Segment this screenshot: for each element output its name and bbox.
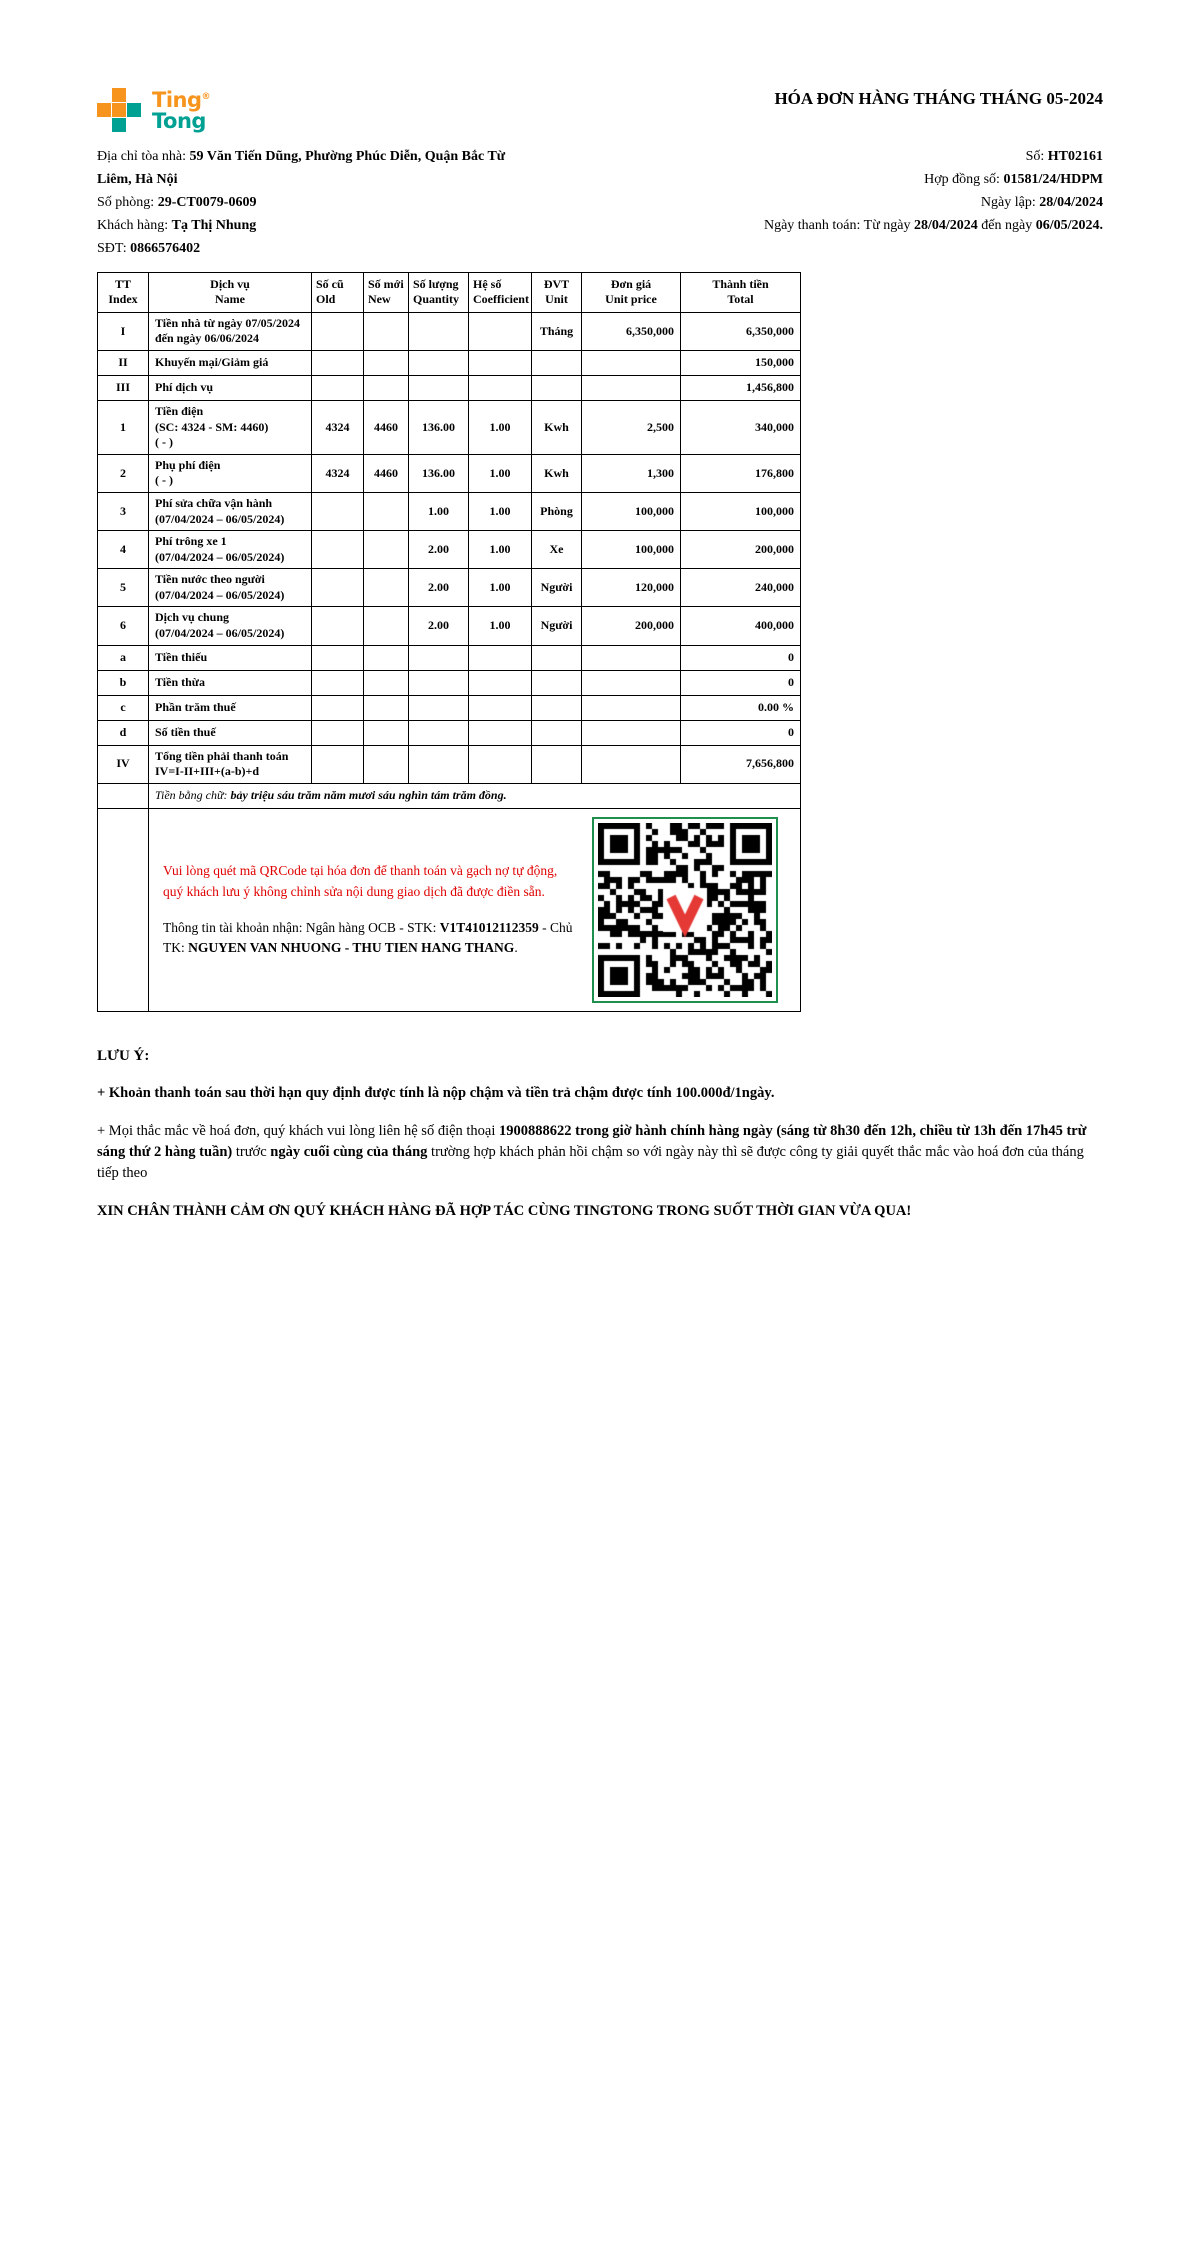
cell-coefficient: 1.00 [469, 492, 532, 530]
cell-total: 0 [681, 645, 801, 670]
column-header: Đơn giá Unit price [582, 272, 681, 312]
cell-name: Tiền thiếu [149, 645, 312, 670]
cell-name: Số tiền thuế [149, 720, 312, 745]
cell-new: 4460 [364, 454, 409, 492]
cell-old [312, 312, 364, 350]
invoice-meta [673, 146, 1103, 261]
logo-square-teal [112, 118, 126, 132]
cell-quantity: 136.00 [409, 400, 469, 454]
thanks-note: XIN CHÂN THÀNH CẢM ƠN QUÝ KHÁCH HÀNG ĐÃ HỢP TÁC CÙNG TINGTONG TRONG SUỐT THỜI GIAN VỪA QUA! [97, 1202, 912, 1219]
cell-unit: Kwh [532, 400, 582, 454]
logo-square-orange [97, 103, 111, 117]
qr-payment-cell [149, 808, 801, 1011]
logo-square-teal [127, 103, 141, 117]
cell-index: 3 [98, 492, 149, 530]
building-info [97, 146, 537, 261]
cell-new [364, 695, 409, 720]
cell-unit-price [582, 695, 681, 720]
cell-index: d [98, 720, 149, 745]
cell-old [312, 375, 364, 400]
logo-square-orange [112, 103, 126, 117]
cell-new [364, 312, 409, 350]
cell-old [312, 720, 364, 745]
cell-new [364, 492, 409, 530]
invoice-number-line: Số: HT02161 [1025, 149, 1103, 164]
invoice-table-header-row [98, 272, 801, 312]
cell-unit-price: 2,500 [582, 400, 681, 454]
cell-new [364, 670, 409, 695]
cell-index: 4 [98, 531, 149, 569]
cell-new [364, 350, 409, 375]
amount-in-words-row [98, 783, 801, 808]
cell-total: 7,656,800 [681, 745, 801, 783]
cell-unit [532, 695, 582, 720]
notes-heading: LƯU Ý: [97, 1047, 150, 1064]
cell-total: 1,456,800 [681, 375, 801, 400]
cell-old: 4324 [312, 454, 364, 492]
column-header: Thành tiền Total [681, 272, 801, 312]
info-section [97, 146, 1103, 261]
cell-quantity [409, 645, 469, 670]
cell-name: Tổng tiền phải thanh toán IV=I-II+III+(a-b)+d [149, 745, 312, 783]
invoice-row [98, 745, 801, 783]
cell-new: 4460 [364, 400, 409, 454]
phone-line: SĐT: 0866576402 [97, 240, 201, 256]
invoice-row [98, 569, 801, 607]
invoice-row [98, 312, 801, 350]
cell-unit-price [582, 745, 681, 783]
issue-date-line: Ngày lập: 28/04/2024 [980, 194, 1103, 210]
cell-quantity [409, 695, 469, 720]
invoice-table [97, 272, 801, 1012]
cell-coefficient [469, 375, 532, 400]
cell-total: 6,350,000 [681, 312, 801, 350]
bank-account-info: Thông tin tài khoản nhận: Ngân hàng OCB - STK: V1T41012112359 - Chủ TK: NGUYEN VAN NHUONG - THU TIEN HANG THANG. [163, 919, 573, 956]
cell-old [312, 695, 364, 720]
qr-row [98, 808, 801, 1011]
contract-number-line: Hợp đồng số: 01581/24/HDPM [924, 171, 1103, 187]
cell-total: 240,000 [681, 569, 801, 607]
column-header: Số mới New [364, 272, 409, 312]
invoice-row [98, 400, 801, 454]
cell-coefficient: 1.00 [469, 531, 532, 569]
amount-in-words-cell [149, 783, 801, 808]
cell-total: 150,000 [681, 350, 801, 375]
cell-unit-price [582, 670, 681, 695]
cell-index: 6 [98, 607, 149, 645]
cell-coefficient [469, 695, 532, 720]
cell-total: 340,000 [681, 400, 801, 454]
qr-payment-note: Vui lòng quét mã QRCode tại hóa đơn để thanh toán và gạch nợ tự động, quý khách lưu ý không chỉnh sửa nội dung giao dịch đã được điền sẵn. [163, 863, 558, 899]
cell-index: II [98, 350, 149, 375]
cell-quantity [409, 745, 469, 783]
cell-name: Tiền nước theo người (07/04/2024 – 06/05/2024) [149, 569, 312, 607]
cell-coefficient [469, 745, 532, 783]
tingtong-logo [97, 88, 210, 134]
cell-name: Phụ phí điện ( - ) [149, 454, 312, 492]
cell-coefficient [469, 720, 532, 745]
cell-name: Tiền điện (SC: 4324 - SM: 4460) ( - ) [149, 400, 312, 454]
address-line: Địa chỉ tòa nhà: 59 Văn Tiến Dũng, Phường Phúc Diễn, Quận Bắc Từ Liêm, Hà Nội [97, 149, 506, 187]
cell-quantity [409, 720, 469, 745]
qr-code [598, 823, 772, 997]
cell-quantity: 1.00 [409, 492, 469, 530]
invoice-row [98, 607, 801, 645]
qr-payment-texts [163, 861, 579, 958]
cell-unit [532, 670, 582, 695]
cell-unit-price: 200,000 [582, 607, 681, 645]
cell-index: III [98, 375, 149, 400]
note-late-payment: + Khoản thanh toán sau thời hạn quy định được tính là nộp chậm và tiền trả chậm được tính 100.000đ/1ngày. [97, 1084, 775, 1101]
room-line: Số phòng: 29-CT0079-0609 [97, 194, 257, 210]
cell-new [364, 607, 409, 645]
cell-name: Phần trăm thuế [149, 695, 312, 720]
invoice-row [98, 492, 801, 530]
cell-old [312, 745, 364, 783]
cell-unit-price [582, 375, 681, 400]
cell-quantity [409, 670, 469, 695]
cell-total: 0 [681, 670, 801, 695]
logo-square-orange [112, 88, 126, 102]
invoice-row [98, 454, 801, 492]
cell-unit [532, 745, 582, 783]
cell-coefficient [469, 670, 532, 695]
invoice-table-footer [98, 783, 801, 1011]
cell-old [312, 350, 364, 375]
cell-unit: Người [532, 607, 582, 645]
cell-unit-price [582, 350, 681, 375]
cell-index: 1 [98, 400, 149, 454]
column-header: ĐVT Unit [532, 272, 582, 312]
empty-cell [98, 808, 149, 1011]
cell-quantity: 2.00 [409, 531, 469, 569]
cell-coefficient [469, 350, 532, 375]
note-hotline: + Mọi thắc mắc về hoá đơn, quý khách vui lòng liên hệ số điện thoại 1900888622 trong giờ hành chính hàng ngày (sáng từ 8h30 đến 12h, chiều từ 13h đến 17h45 trừ sáng thứ 2 hàng tuần) trước ngày cuối cùng của tháng trường hợp khách phản hồi chậm so với ngày này thì sẽ được công ty giải quyết thắc mắc vào hoá đơn của tháng tiếp theo [97, 1122, 1087, 1181]
column-header: Số cũ Old [312, 272, 364, 312]
logo-text [152, 87, 211, 133]
cell-quantity: 2.00 [409, 569, 469, 607]
cell-new [364, 531, 409, 569]
cell-coefficient: 1.00 [469, 400, 532, 454]
invoice-row [98, 645, 801, 670]
cell-index: 2 [98, 454, 149, 492]
cell-index: 5 [98, 569, 149, 607]
tingtong-logo-icon [97, 88, 143, 134]
logo-text-ting: Ting [152, 87, 202, 112]
cell-quantity: 2.00 [409, 607, 469, 645]
registered-mark: ® [201, 91, 211, 102]
cell-unit [532, 720, 582, 745]
cell-name: Phí sửa chữa vận hành (07/04/2024 – 06/05/2024) [149, 492, 312, 530]
cell-quantity: 136.00 [409, 454, 469, 492]
cell-coefficient: 1.00 [469, 569, 532, 607]
invoice-row [98, 350, 801, 375]
column-header: Số lượng Quantity [409, 272, 469, 312]
column-header: Hệ số Coefficient [469, 272, 532, 312]
cell-index: c [98, 695, 149, 720]
cell-index: I [98, 312, 149, 350]
invoice-row [98, 695, 801, 720]
cell-unit: Tháng [532, 312, 582, 350]
cell-unit [532, 645, 582, 670]
cell-total: 400,000 [681, 607, 801, 645]
cell-coefficient: 1.00 [469, 454, 532, 492]
invoice-title: HÓA ĐƠN HÀNG THÁNG THÁNG 05-2024 [774, 89, 1103, 108]
cell-unit-price: 100,000 [582, 531, 681, 569]
cell-old [312, 569, 364, 607]
cell-unit [532, 350, 582, 375]
cell-old: 4324 [312, 400, 364, 454]
qr-frame [592, 817, 778, 1003]
cell-name: Phí trông xe 1 (07/04/2024 – 06/05/2024) [149, 531, 312, 569]
cell-old [312, 670, 364, 695]
cell-new [364, 375, 409, 400]
cell-new [364, 720, 409, 745]
cell-unit: Xe [532, 531, 582, 569]
cell-total: 176,800 [681, 454, 801, 492]
cell-unit-price: 100,000 [582, 492, 681, 530]
invoice-row [98, 670, 801, 695]
cell-name: Tiền thừa [149, 670, 312, 695]
cell-name: Tiền nhà từ ngày 07/05/2024 đến ngày 06/06/2024 [149, 312, 312, 350]
cell-unit: Kwh [532, 454, 582, 492]
cell-unit-price: 120,000 [582, 569, 681, 607]
cell-old [312, 492, 364, 530]
cell-name: Khuyến mại/Giảm giá [149, 350, 312, 375]
cell-unit-price: 1,300 [582, 454, 681, 492]
payment-date-line: Ngày thanh toán: Từ ngày 28/04/2024 đến ngày 06/05/2024. [763, 217, 1103, 233]
cell-new [364, 745, 409, 783]
amount-in-words-label: Tiền bằng chữ: [155, 788, 231, 803]
cell-coefficient: 1.00 [469, 607, 532, 645]
customer-line: Khách hàng: Tạ Thị Nhung [97, 217, 257, 233]
cell-new [364, 569, 409, 607]
cell-index: b [98, 670, 149, 695]
logo-text-tong: Tong [152, 109, 206, 133]
column-header: Dịch vụ Name [149, 272, 312, 312]
cell-unit-price [582, 645, 681, 670]
cell-old [312, 645, 364, 670]
invoice-table-body [98, 312, 801, 783]
cell-unit-price [582, 720, 681, 745]
cell-unit: Người [532, 569, 582, 607]
column-header: TT Index [98, 272, 149, 312]
cell-unit-price: 6,350,000 [582, 312, 681, 350]
cell-coefficient [469, 312, 532, 350]
empty-cell [98, 783, 149, 808]
cell-name: Dịch vụ chung (07/04/2024 – 06/05/2024) [149, 607, 312, 645]
invoice-row [98, 375, 801, 400]
cell-total: 0.00 % [681, 695, 801, 720]
cell-quantity [409, 350, 469, 375]
cell-unit: Phòng [532, 492, 582, 530]
cell-total: 200,000 [681, 531, 801, 569]
cell-old [312, 531, 364, 569]
header [97, 88, 1103, 134]
invoice-row [98, 720, 801, 745]
cell-name: Phí dịch vụ [149, 375, 312, 400]
cell-coefficient [469, 645, 532, 670]
cell-quantity [409, 312, 469, 350]
cell-unit [532, 375, 582, 400]
cell-new [364, 645, 409, 670]
cell-index: a [98, 645, 149, 670]
cell-index: IV [98, 745, 149, 783]
amount-in-words-value: bảy triệu sáu trăm năm mươi sáu nghìn tám trăm đồng. [230, 788, 507, 803]
cell-total: 100,000 [681, 492, 801, 530]
cell-old [312, 607, 364, 645]
invoice-row [98, 531, 801, 569]
cell-total: 0 [681, 720, 801, 745]
cell-quantity [409, 375, 469, 400]
notes-section [97, 1048, 1103, 1222]
